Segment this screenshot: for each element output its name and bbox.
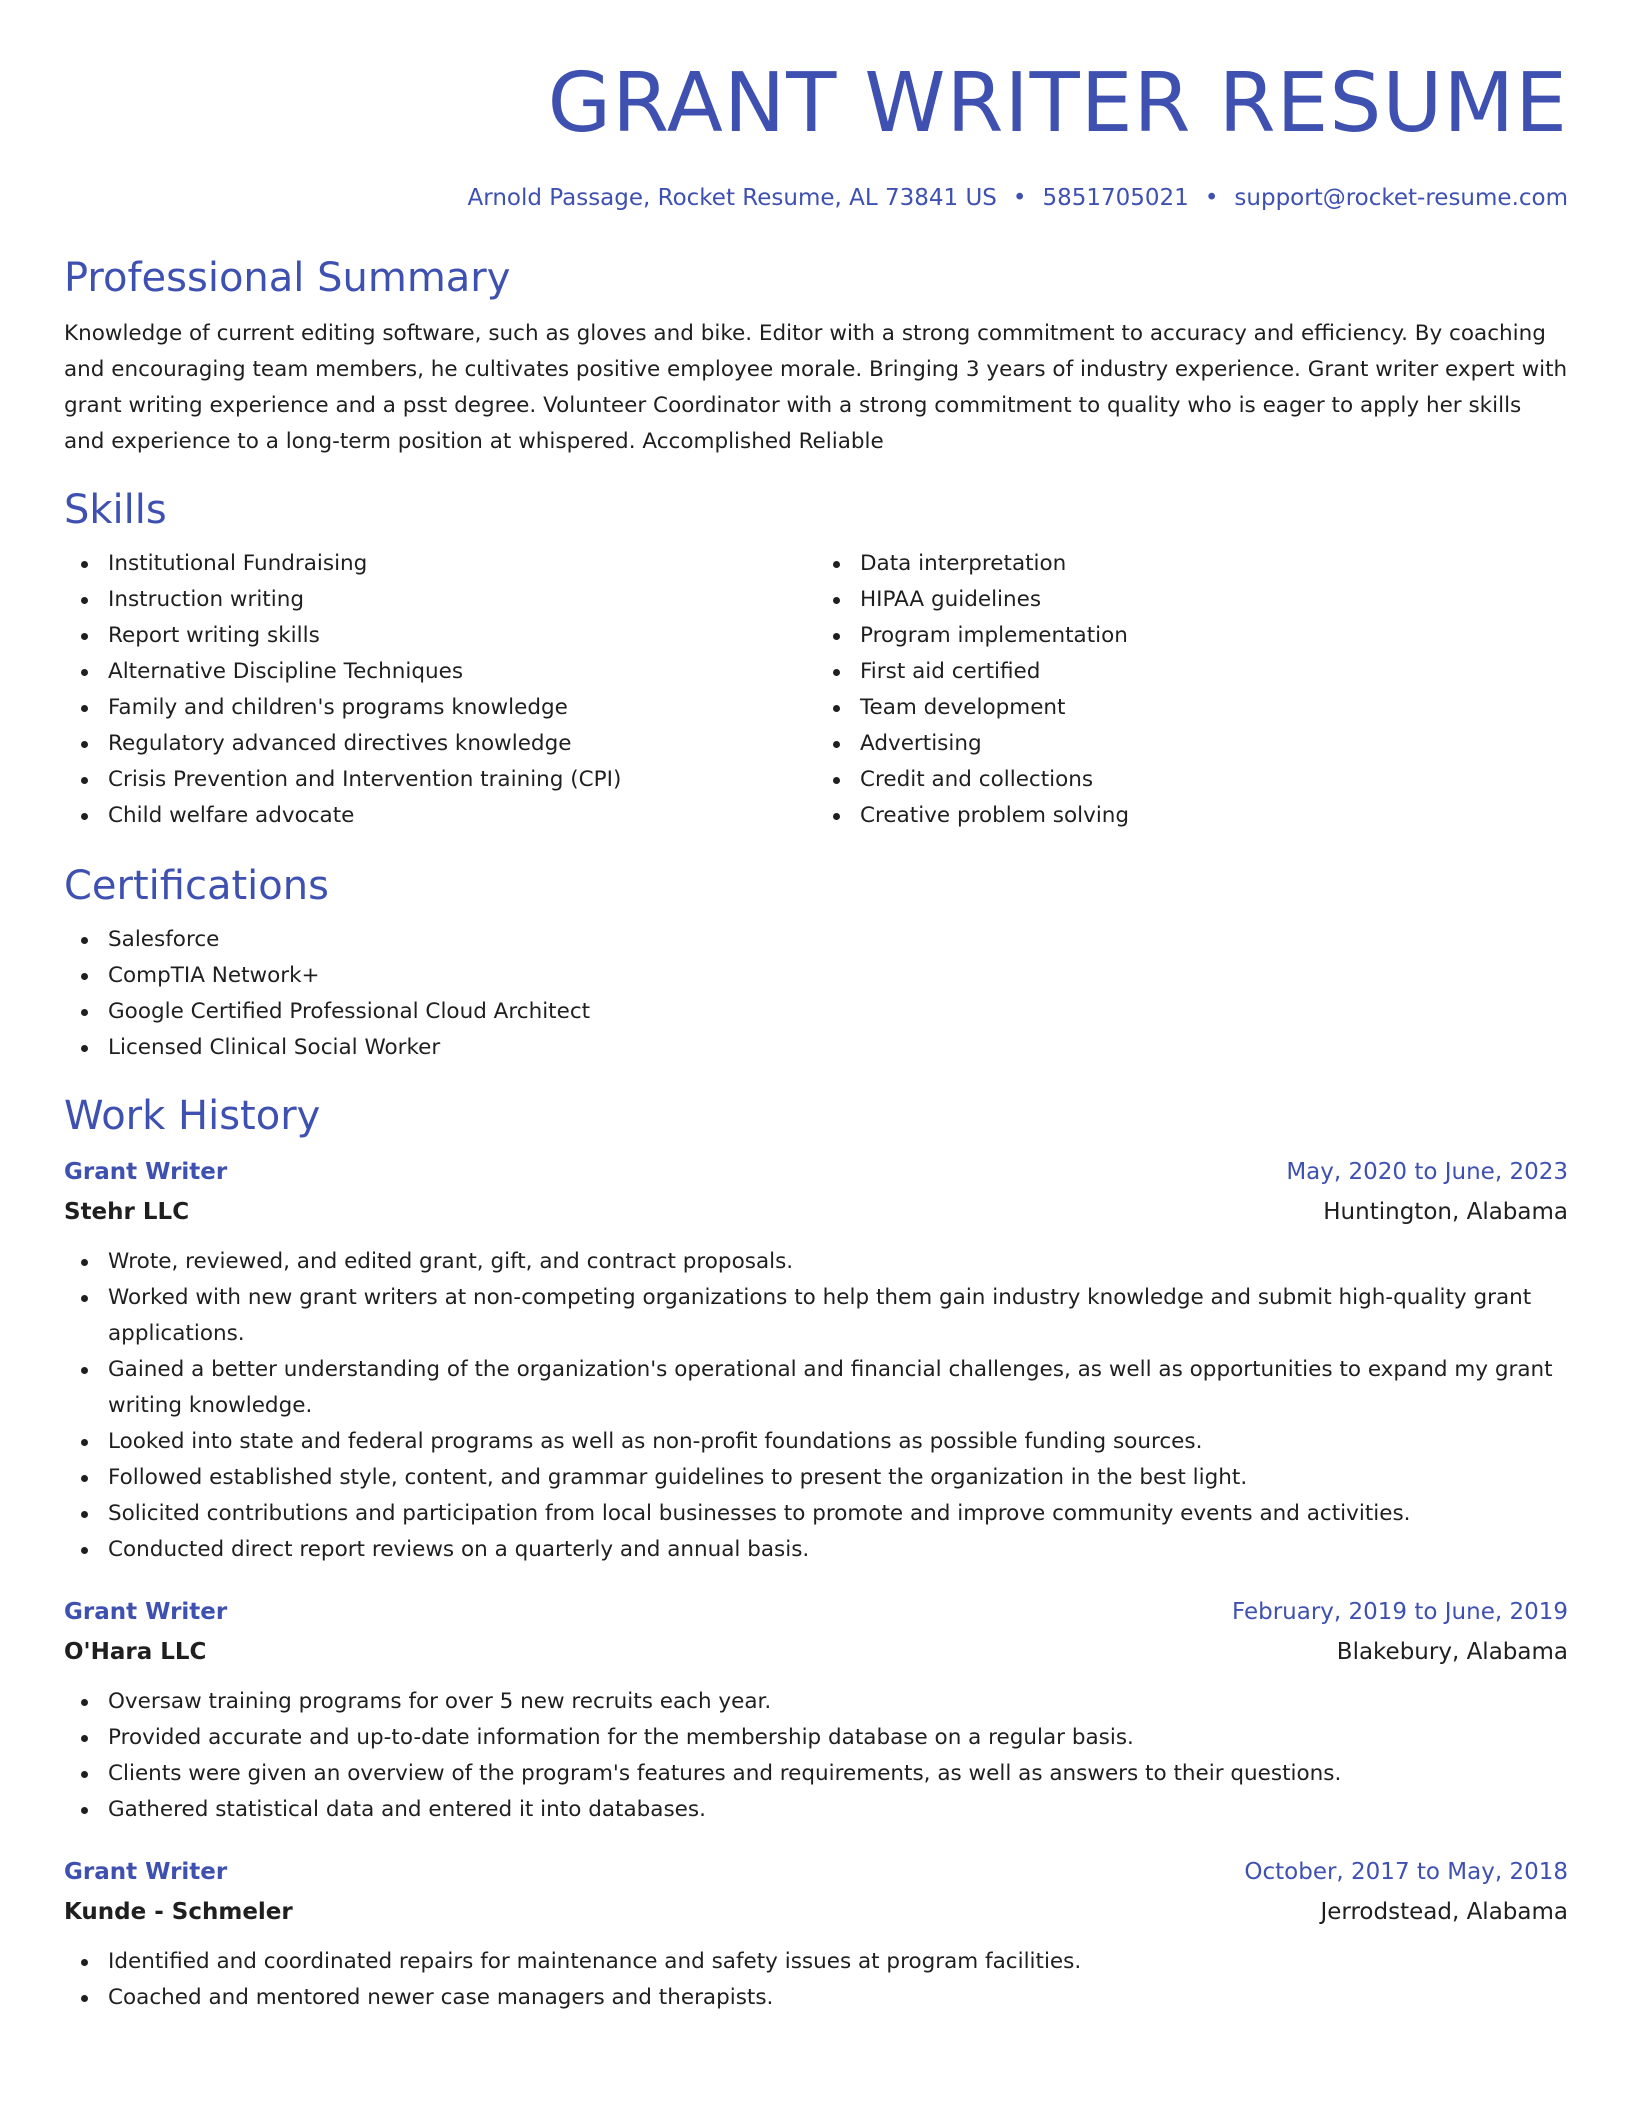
job-location: Huntington, Alabama [1323,1199,1568,1225]
job-bullets [64,1244,1568,1568]
job-bullet: Looked into state and federal programs as well as non-profit foundations as possible funding sources. [64,1424,1568,1460]
job-bullet: Solicited contributions and participation from local businesses to promote and improve community events and activities. [64,1496,1568,1532]
certifications-heading: Certifications [64,863,329,909]
certification-item: Google Certified Professional Cloud Architect [64,994,1568,1030]
skills-list-right [816,546,1568,834]
skills-heading: Skills [64,487,167,533]
job-location: Jerrodstead, Alabama [1320,1899,1568,1925]
job-title: Grant Writer [64,1859,228,1885]
certification-item: Licensed Clinical Social Worker [64,1030,1568,1066]
job-company-row [64,1892,1568,1932]
job-bullets [64,1944,1568,2016]
skill-item: Creative problem solving [816,798,1568,834]
job-bullet: Worked with new grant writers at non-competing organizations to help them gain industry knowledge and submit high-quality grant applications. [64,1280,1568,1352]
job-dates: October, 2017 to May, 2018 [1244,1859,1568,1885]
job-entry [64,1152,1568,1568]
skill-item: Instruction writing [64,582,816,618]
work-history-heading: Work History [64,1093,321,1139]
job-bullet: Provided accurate and up-to-date information for the membership database on a regular basis. [64,1720,1568,1756]
contact-address: Arnold Passage, Rocket Resume, AL 73841 US [467,185,997,211]
job-bullet: Wrote, reviewed, and edited grant, gift, and contract proposals. [64,1244,1568,1280]
job-company: Kunde - Schmeler [64,1899,293,1925]
contact-separator: • [1012,185,1027,211]
skill-item: Program implementation [816,618,1568,654]
skill-item: Family and children's programs knowledge [64,690,816,726]
contact-email: support@rocket-resume.com [1234,185,1568,211]
job-header-row [64,1852,1568,1892]
job-title: Grant Writer [64,1159,228,1185]
job-bullet: Conducted direct report reviews on a quarterly and annual basis. [64,1532,1568,1568]
skill-item: Team development [816,690,1568,726]
certification-item: CompTIA Network+ [64,958,1568,994]
job-bullet: Gained a better understanding of the organization's operational and financial challenges, as well as opportunities to expand my grant writing knowledge. [64,1352,1568,1424]
job-bullet: Clients were given an overview of the program's features and requirements, as well as answers to their questions. [64,1756,1568,1792]
skill-item: Child welfare advocate [64,798,816,834]
job-title: Grant Writer [64,1599,228,1625]
skill-item: Regulatory advanced directives knowledge [64,726,816,762]
summary-text: Knowledge of current editing software, such as gloves and bike. Editor with a strong commitment to accuracy and efficiency. By coaching and encouraging team members, he cultivates positive employee morale. Bringing 3 years of industry experience. Grant writer expert with grant writing experience and a psst degree. Volunteer Coordinator with a strong commitment to quality who is eager to apply her skills and experience to a long-term position at whispered. Accomplished Reliable [64,321,1568,454]
contact-line [64,182,1568,214]
job-bullet: Gathered statistical data and entered it into databases. [64,1792,1568,1828]
contact-phone: 5851705021 [1042,185,1189,211]
job-location: Blakebury, Alabama [1336,1639,1568,1665]
job-bullet: Coached and mentored newer case managers and therapists. [64,1980,1568,2016]
job-entry [64,1592,1568,1828]
skill-item: Alternative Discipline Techniques [64,654,816,690]
job-bullet: Oversaw training programs for over 5 new recruits each year. [64,1684,1568,1720]
contact-separator: • [1204,185,1219,211]
skills-columns [64,546,1568,834]
skill-item: Credit and collections [816,762,1568,798]
resume-title: GRANT WRITER RESUME [547,56,1568,151]
job-header-row [64,1592,1568,1632]
job-company: Stehr LLC [64,1199,190,1225]
skill-item: Crisis Prevention and Intervention training (CPI) [64,762,816,798]
job-header-row [64,1152,1568,1192]
skill-item: Report writing skills [64,618,816,654]
job-dates: May, 2020 to June, 2023 [1286,1159,1568,1185]
job-company-row [64,1192,1568,1232]
job-company: O'Hara LLC [64,1639,207,1665]
job-bullets [64,1684,1568,1828]
skill-item: Institutional Fundraising [64,546,816,582]
skill-item: Data interpretation [816,546,1568,582]
job-entry [64,1852,1568,2016]
job-bullet: Identified and coordinated repairs for maintenance and safety issues at program facilities. [64,1944,1568,1980]
certification-item: Salesforce [64,922,1568,958]
skill-item: Advertising [816,726,1568,762]
job-bullet: Followed established style, content, and grammar guidelines to present the organization in the best light. [64,1460,1568,1496]
summary-heading: Professional Summary [64,255,511,301]
certifications-list [64,922,1568,1066]
skills-list-left [64,546,816,834]
job-company-row [64,1632,1568,1672]
skill-item: HIPAA guidelines [816,582,1568,618]
job-dates: February, 2019 to June, 2019 [1231,1599,1568,1625]
skill-item: First aid certified [816,654,1568,690]
